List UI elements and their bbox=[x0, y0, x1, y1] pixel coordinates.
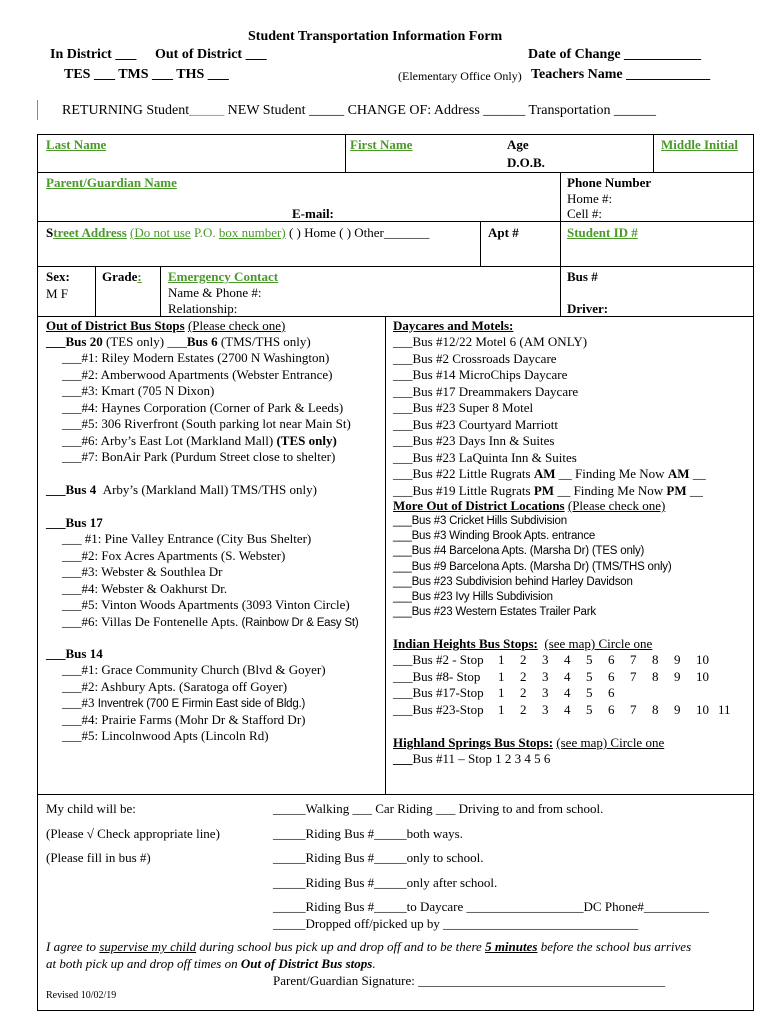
emergency-relationship[interactable]: Relationship: bbox=[168, 301, 238, 316]
cell-phone[interactable]: Cell #: bbox=[567, 206, 603, 221]
highland-springs-heading: Highland Springs Bus Stops: (see map) Circle one bbox=[393, 735, 665, 750]
stop-row bbox=[393, 669, 740, 686]
stop-number[interactable]: 7 bbox=[630, 701, 637, 717]
stop-number[interactable]: 10 bbox=[696, 668, 709, 684]
list-item[interactable]: ___Bus #2 Crossroads Daycare bbox=[393, 350, 557, 366]
stop-row-label[interactable]: ___Bus #23-Stop bbox=[393, 701, 484, 717]
list-item[interactable]: ___#7: BonAir Park (Purdum Street close to shelter) bbox=[62, 449, 336, 464]
returning-blank[interactable]: _____ bbox=[189, 103, 225, 118]
apt-label[interactable]: Apt # bbox=[488, 225, 519, 240]
stop-number[interactable]: 9 bbox=[674, 668, 681, 684]
list-item[interactable]: ___#4: Haynes Corporation (Corner of Park & Leeds) bbox=[62, 399, 344, 415]
list-item[interactable]: ___#3: Kmart (705 N Dixon) bbox=[62, 383, 215, 398]
stop-number[interactable]: 7 bbox=[630, 652, 637, 667]
stop-number[interactable]: 10 bbox=[696, 701, 709, 717]
list-item[interactable]: ___ #1: Pine Valley Entrance (City Bus Shelter) bbox=[62, 531, 312, 546]
stop-row-label[interactable]: ___Bus #8- Stop bbox=[393, 668, 481, 684]
teachers-name[interactable]: Teachers Name ____________ bbox=[531, 67, 711, 82]
stop-number[interactable]: 2 bbox=[520, 652, 527, 667]
list-item[interactable]: ___Bus #12/22 Motel 6 (AM ONLY) bbox=[393, 334, 588, 349]
list-item: ___#6: Villas De Fontenelle Apts. (Rainbow Dr & Easy St) bbox=[62, 613, 359, 629]
list-item[interactable]: ___#1: Riley Modern Estates (2700 N Washington) bbox=[62, 350, 330, 365]
list-item[interactable]: ___Bus #23 Days Inn & Suites bbox=[393, 433, 555, 448]
stop-row-label[interactable]: ___Bus #17-Stop bbox=[393, 685, 484, 700]
new-student[interactable]: NEW Student _____ bbox=[227, 103, 345, 118]
stop-number[interactable]: 1 bbox=[498, 685, 505, 700]
list-item[interactable]: ___Bus #23 Western Estates Trailer Park bbox=[393, 606, 596, 619]
middle-initial-label[interactable]: Middle Initial bbox=[661, 137, 738, 152]
stop-number[interactable]: 6 bbox=[608, 668, 615, 684]
email-label[interactable]: E-mail: bbox=[292, 206, 334, 221]
list-item[interactable]: ___Bus #14 MicroChips Daycare bbox=[393, 367, 568, 382]
stop-number[interactable]: 7 bbox=[630, 668, 637, 684]
bus4-line[interactable]: ___Bus 4 Arby’s (Markland Mall) TMS/THS only) bbox=[46, 482, 317, 497]
please-fill-note: (Please fill in bus #) bbox=[46, 850, 151, 865]
list-item[interactable]: ___#2: Ashbury Apts. (Saratoga off Goyer) bbox=[62, 678, 288, 694]
school-selection[interactable]: TES ___ TMS ___ THS ___ bbox=[64, 67, 229, 82]
stop-number[interactable]: 9 bbox=[674, 652, 681, 667]
list-item[interactable]: ___Bus #22 Little Rugrats AM __ Finding Me Now AM __ bbox=[393, 466, 706, 481]
change-of[interactable]: CHANGE OF: Address ______ Transportation ______ bbox=[347, 103, 656, 118]
list-item[interactable]: ___Bus #3 Winding Brook Apts. entrance bbox=[393, 530, 596, 543]
stop-number[interactable]: 4 bbox=[564, 652, 571, 667]
list-item[interactable]: ___Bus #23 Courtyard Marriott bbox=[393, 416, 559, 432]
to-school-option[interactable]: _____Riding Bus #_____only to school. bbox=[273, 850, 484, 865]
list-item: ___#6: Arby’s East Lot (Markland Mall) (TES only) bbox=[62, 432, 337, 448]
sex-options[interactable]: M F bbox=[46, 286, 69, 301]
stop-number[interactable]: 8 bbox=[652, 668, 659, 684]
stop-row bbox=[393, 702, 740, 719]
please-check-note: (Please √ Check appropriate line) bbox=[46, 826, 220, 841]
stop-number[interactable]: 1 bbox=[498, 668, 505, 684]
guardian-signature[interactable]: Parent/Guardian Signature: ______________________________________ bbox=[273, 973, 666, 988]
indian-heights-stops bbox=[393, 652, 740, 718]
stop-number[interactable]: 5 bbox=[586, 701, 593, 717]
walking-option[interactable]: _____Walking ___ Car Riding ___ Driving to and from school. bbox=[273, 801, 604, 816]
stop-number[interactable]: 6 bbox=[608, 652, 615, 667]
list-item[interactable]: ___#5: Lincolnwood Apts (Lincoln Rd) bbox=[62, 728, 269, 743]
stop-row bbox=[393, 685, 740, 702]
list-item[interactable]: ___#3: Webster & Southlea Dr bbox=[62, 564, 223, 579]
stop-number[interactable]: 3 bbox=[542, 701, 549, 717]
student-id-label[interactable]: Student ID # bbox=[567, 225, 638, 240]
daycare-option[interactable]: _____Riding Bus #_____to Daycare __________________DC Phone#__________ bbox=[273, 899, 709, 914]
daycares-list bbox=[393, 334, 706, 499]
list-item[interactable]: ___Bus #23 Ivy Hills Subdivision bbox=[393, 590, 553, 603]
stop-number[interactable]: 8 bbox=[652, 652, 659, 667]
elementary-office-note: (Elementary Office Only) bbox=[398, 69, 522, 83]
agreement-line-2: at both pick up and drop off times on Out of District Bus stops. bbox=[46, 956, 376, 971]
stop-number[interactable]: 4 bbox=[564, 685, 571, 700]
daycares-heading: Daycares and Motels: bbox=[393, 318, 514, 333]
stop-number[interactable]: 5 bbox=[586, 652, 593, 667]
street-address-label[interactable]: Street Address (Do not use P.O. box number) ( ) Home ( ) Other_______ bbox=[46, 225, 430, 240]
stop-number[interactable]: 9 bbox=[674, 701, 681, 717]
driver-label[interactable]: Driver: bbox=[567, 301, 609, 316]
stop-number[interactable]: 1 bbox=[498, 701, 505, 717]
list-item[interactable]: ___#5: Vinton Woods Apartments (3093 Vinton Circle) bbox=[62, 597, 350, 612]
list-item[interactable]: ___#4: Prairie Farms (Mohr Dr & Stafford Dr) bbox=[62, 711, 306, 727]
list-item[interactable]: ___Bus #23 Subdivision behind Harley Davidson bbox=[393, 575, 633, 588]
stop-number[interactable]: 1 bbox=[498, 652, 505, 667]
highland-springs-row[interactable]: ___Bus #11 – Stop 1 2 3 4 5 6 bbox=[393, 751, 551, 766]
stop-number[interactable]: 2 bbox=[520, 668, 527, 684]
dob-label[interactable]: D.O.B. bbox=[507, 155, 545, 170]
more-ood-heading: More Out of District Locations (Please check one) bbox=[393, 498, 666, 513]
stop-row bbox=[393, 652, 740, 669]
dropped-off-option[interactable]: _____Dropped off/picked up by ______________________________ bbox=[273, 916, 639, 931]
stop-number[interactable]: 3 bbox=[542, 652, 549, 667]
revised-date: Revised 10/02/19 bbox=[46, 990, 117, 1001]
list-item[interactable]: ___Bus #19 Little Rugrats PM __ Finding Me Now PM __ bbox=[393, 482, 703, 498]
last-name-label[interactable]: Last Name bbox=[46, 137, 107, 152]
emergency-contact-label: Emergency Contact bbox=[168, 269, 279, 284]
out-of-district[interactable]: Out of District ___ bbox=[155, 47, 267, 62]
home-other-options[interactable]: ( ) Home ( ) Other_______ bbox=[288, 225, 430, 240]
returning-student: RETURNING Student bbox=[62, 103, 190, 118]
emergency-name-phone[interactable]: Name & Phone #: bbox=[168, 285, 262, 300]
stop-number[interactable]: 5 bbox=[586, 668, 593, 684]
bus-number-label[interactable]: Bus # bbox=[567, 269, 598, 284]
bus20-bus6-line[interactable]: ___Bus 20 (TES only) ___Bus 6 (TMS/THS only) bbox=[46, 334, 311, 349]
age-label[interactable]: Age bbox=[507, 137, 529, 152]
first-name-label[interactable]: First Name bbox=[350, 137, 413, 152]
list-item[interactable]: ___Bus #3 Cricket Hills Subdivision bbox=[393, 515, 567, 527]
stop-number[interactable]: 3 bbox=[542, 668, 549, 684]
sex-label: Sex: bbox=[46, 269, 70, 284]
in-district[interactable]: In District ___ bbox=[50, 47, 137, 62]
bus17-heading[interactable]: ___Bus 17 bbox=[46, 515, 103, 530]
list-item[interactable]: ___Bus #9 Barcelona Apts. (Marsha Dr) (TMS/THS only) bbox=[393, 560, 672, 573]
bus17-stops-list bbox=[62, 531, 359, 630]
list-item[interactable]: ___#4: Webster & Oakhurst Dr. bbox=[62, 580, 228, 596]
list-item[interactable]: ___#1: Grace Community Church (Blvd & Goyer) bbox=[62, 662, 326, 677]
list-item[interactable]: ___Bus #4 Barcelona Apts. (Marsha Dr) (TES only) bbox=[393, 545, 645, 558]
stop-number[interactable]: 2 bbox=[520, 701, 527, 717]
stop-number[interactable]: 5 bbox=[586, 685, 593, 700]
both-ways-option[interactable]: _____Riding Bus #_____both ways. bbox=[273, 826, 463, 841]
form-title: Student Transportation Information Form bbox=[248, 29, 503, 44]
stop-number[interactable]: 4 bbox=[564, 701, 571, 717]
stop-number[interactable]: 6 bbox=[608, 685, 615, 700]
list-item[interactable]: ___#5: 306 Riverfront (South parking lot near Main St) bbox=[62, 416, 351, 431]
stop-number[interactable]: 6 bbox=[608, 701, 615, 717]
date-of-change[interactable]: Date of Change ___________ bbox=[528, 47, 702, 62]
home-phone[interactable]: Home #: bbox=[567, 191, 613, 206]
after-school-option[interactable]: _____Riding Bus #_____only after school. bbox=[273, 875, 498, 890]
status-line[interactable] bbox=[62, 103, 656, 119]
stop-number[interactable]: 11 bbox=[718, 701, 731, 717]
bus14-heading[interactable]: ___Bus 14 bbox=[46, 646, 103, 661]
list-item[interactable]: ___Bus #23 Super 8 Motel bbox=[393, 400, 534, 415]
list-item[interactable]: ___#2: Amberwood Apartments (Webster Entrance) bbox=[62, 366, 333, 382]
indian-heights-heading: Indian Heights Bus Stops: (see map) Circle one bbox=[393, 636, 653, 651]
stop-number[interactable]: 10 bbox=[696, 652, 709, 667]
grade-label[interactable]: Grade: bbox=[102, 269, 142, 284]
more-ood-list bbox=[393, 514, 671, 620]
ood-bus-stops-heading: Out of District Bus Stops (Please check one) bbox=[46, 318, 286, 333]
list-item[interactable]: ___Bus #23 LaQuinta Inn & Suites bbox=[393, 449, 577, 465]
stop-number[interactable]: 2 bbox=[520, 685, 527, 700]
stop-number[interactable]: 3 bbox=[542, 685, 549, 700]
list-item: ___#3 Inventrek (700 E Firmin East side of Bldg.) bbox=[62, 695, 306, 710]
phone-number-label: Phone Number bbox=[567, 175, 652, 190]
stop-number[interactable]: 4 bbox=[564, 668, 571, 684]
bus14-stops-list bbox=[62, 662, 326, 745]
stop-row-label[interactable]: ___Bus #2 - Stop bbox=[393, 652, 484, 667]
list-item[interactable]: ___Bus #17 Dreammakers Daycare bbox=[393, 383, 579, 399]
agreement-line-1: I agree to supervise my child during school bus pick up and drop off and to be there 5 minutes before the school bus arrives bbox=[46, 939, 692, 954]
list-item[interactable]: ___#2: Fox Acres Apartments (S. Webster) bbox=[62, 547, 286, 563]
bus20-stops-list bbox=[62, 350, 351, 466]
parent-guardian-label[interactable]: Parent/Guardian Name bbox=[46, 175, 177, 190]
my-child-label: My child will be: bbox=[46, 801, 136, 816]
stop-number[interactable]: 8 bbox=[652, 701, 659, 717]
